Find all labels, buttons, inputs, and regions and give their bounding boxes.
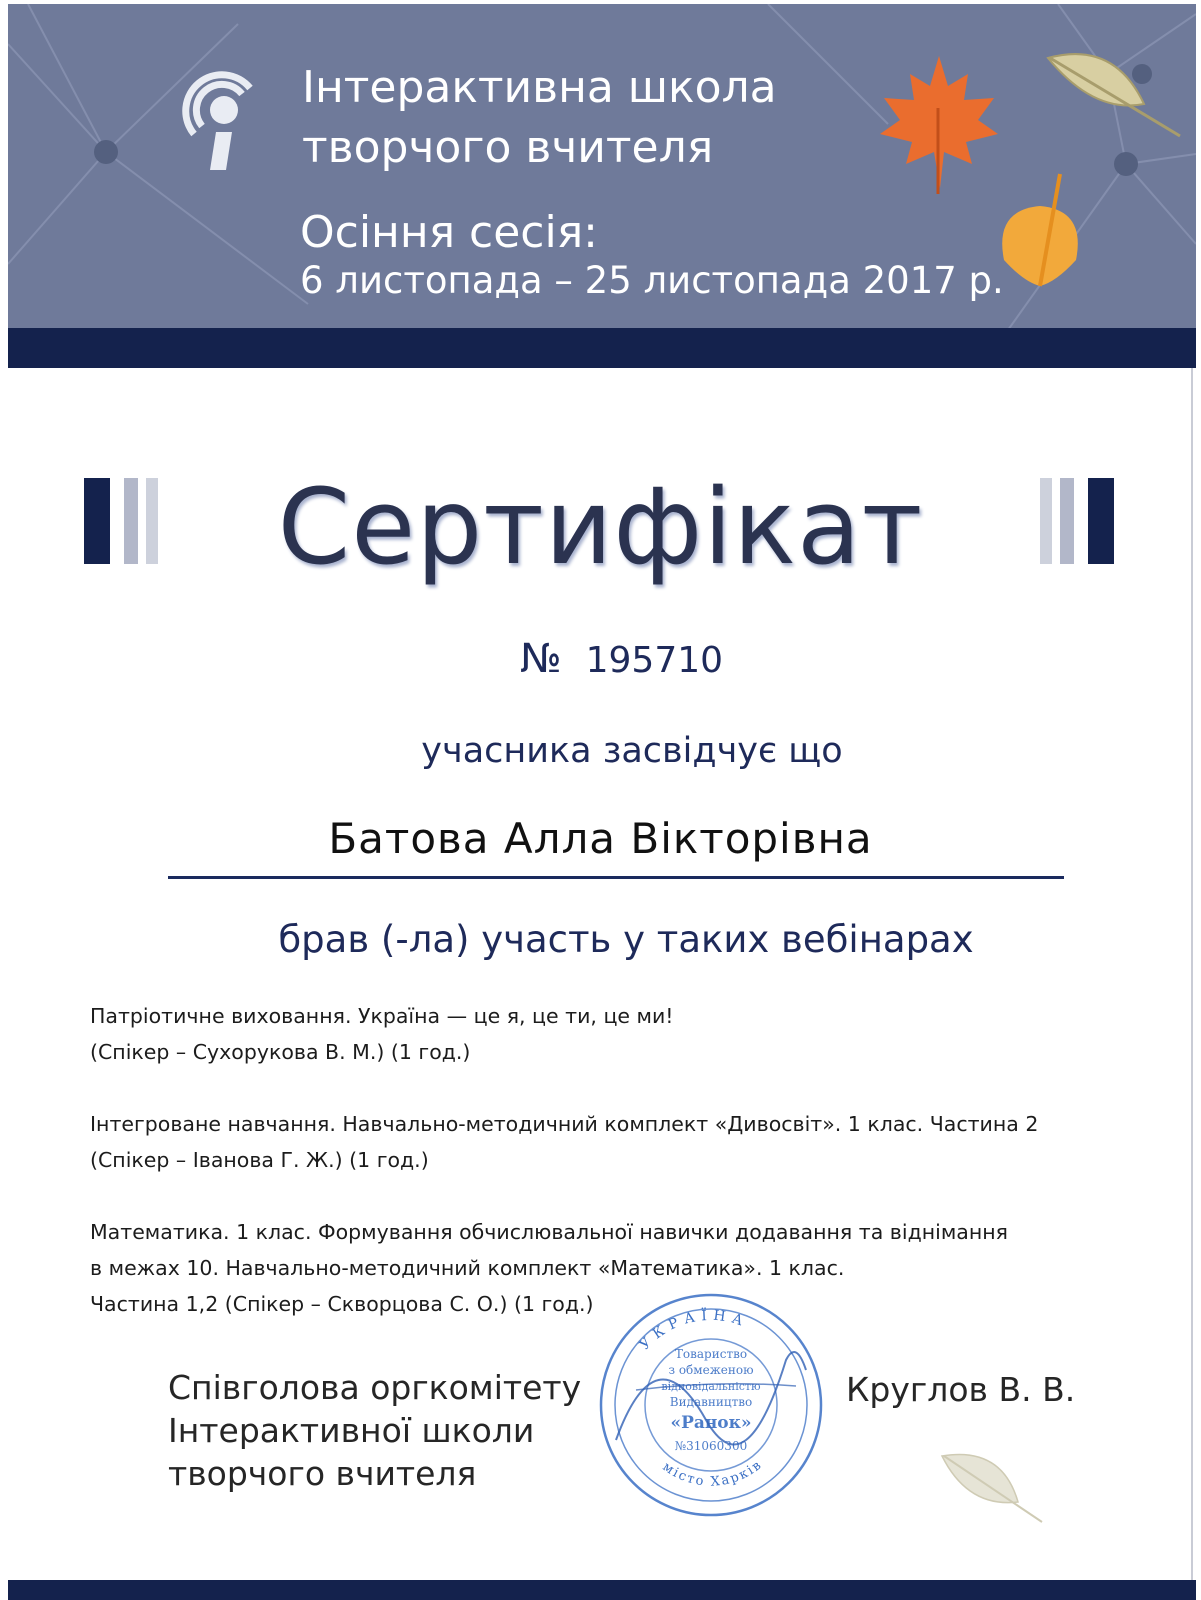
yellow-leaf-icon: [990, 170, 1090, 290]
beige-leaf-icon: [1044, 44, 1184, 154]
stamp-ring-top: УКРАЇНА: [636, 1307, 751, 1354]
header-band: [8, 328, 1196, 368]
webinar-line: (Спікер – Сухорукова В. М.) (1 год.): [90, 1040, 471, 1064]
stamp-line: «Ранок»: [670, 1413, 752, 1433]
webinar-line: Частина 1,2 (Спікер – Скворцова С. О.) (1 год.): [90, 1292, 594, 1316]
stamp-line: Товариство: [674, 1347, 748, 1361]
session-title: Осіння сесія:: [300, 207, 599, 258]
maple-leaf-icon: [874, 48, 1004, 198]
certificate-title: Сертифікат: [277, 466, 924, 588]
stamp-line: з обмеженою: [668, 1363, 754, 1377]
webinar-line: (Спікер – Іванова Г. Ж.) (1 год.): [90, 1148, 429, 1172]
signer-title-line: Інтерактивної школи: [168, 1411, 535, 1450]
footer-band: [8, 1580, 1196, 1600]
signer-title: [168, 1366, 581, 1495]
webinar-line: в межах 10. Навчально-методичний комплект «Математика». 1 клас.: [90, 1256, 845, 1280]
webinar-line: Інтегроване навчання. Навчально-методичний комплект «Дивосвіт». 1 клас. Частина 2: [90, 1112, 1039, 1136]
name-underline: [168, 876, 1064, 879]
webinars-heading: брав (-ла) участь у таких вебінарах: [278, 918, 974, 961]
official-stamp: [596, 1290, 826, 1520]
participant-name: Батова Алла Вікторівна: [328, 814, 873, 863]
session-dates: 6 листопада – 25 листопада 2017 р.: [300, 259, 1004, 302]
signer-title-line: Співголова оргкомітету: [168, 1368, 582, 1407]
school-logo-icon: [180, 66, 260, 176]
school-name-line2: творчого вчителя: [302, 122, 714, 173]
certifies-text: учасника засвідчує що: [421, 731, 843, 771]
number-value: 195710: [585, 640, 724, 681]
certificate-number: [520, 636, 723, 684]
number-sign: №: [520, 636, 562, 682]
stamp-line: відповідальністю: [661, 1380, 761, 1393]
school-name-line1: Інтерактивна школа: [302, 62, 777, 113]
webinar-entry: [90, 1106, 1150, 1178]
webinar-entry: [90, 998, 1150, 1070]
stamp-ring-bottom: місто Харків: [659, 1457, 766, 1490]
signer-name: Круглов В. В.: [846, 1370, 1076, 1409]
webinar-line: Патріотичне виховання. Україна — це я, це ти, це ми!: [90, 1004, 674, 1028]
signer-title-line: творчого вчителя: [168, 1454, 477, 1493]
webinar-line: Математика. 1 клас. Формування обчислювальної навички додавання та віднімання: [90, 1220, 1009, 1244]
stamp-line: №31060300: [674, 1439, 748, 1453]
stamp-line: Видавництво: [669, 1395, 753, 1409]
footer-leaf-icon: [938, 1448, 1048, 1528]
